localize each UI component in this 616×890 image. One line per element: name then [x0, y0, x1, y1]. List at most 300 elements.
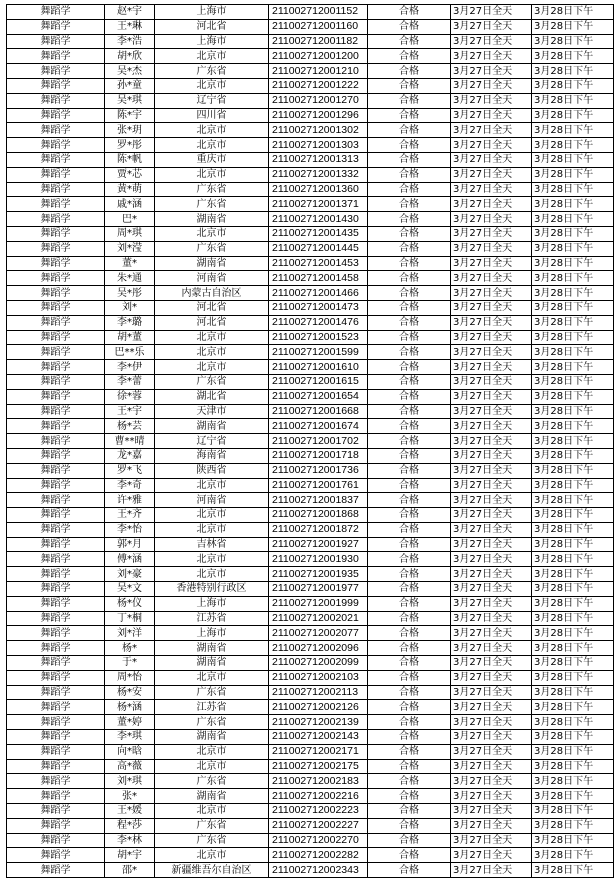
name-cell: 曹**晴: [105, 434, 155, 449]
result-cell: 合格: [368, 345, 451, 360]
candidate-id-cell: 211002712001303: [269, 138, 368, 153]
region-cell: 北京市: [155, 759, 269, 774]
exam-day2-cell: 3月28日下午: [532, 789, 614, 804]
table-row: [7, 715, 614, 730]
name-cell: 刘*豪: [105, 567, 155, 582]
major-cell: 舞蹈学: [7, 582, 105, 597]
exam-day2-cell: 3月28日下午: [532, 818, 614, 833]
exam-day1-cell: 3月27日全天: [451, 833, 532, 848]
exam-day2-cell: 3月28日下午: [532, 552, 614, 567]
major-cell: 舞蹈学: [7, 774, 105, 789]
name-cell: 刘*: [105, 300, 155, 315]
exam-day1-cell: 3月27日全天: [451, 700, 532, 715]
major-cell: 舞蹈学: [7, 759, 105, 774]
exam-day1-cell: 3月27日全天: [451, 419, 532, 434]
exam-day2-cell: 3月28日下午: [532, 5, 614, 20]
candidate-id-cell: 211002712001654: [269, 389, 368, 404]
table-row: [7, 685, 614, 700]
exam-day2-cell: 3月28日下午: [532, 64, 614, 79]
table-row: [7, 434, 614, 449]
exam-day1-cell: 3月27日全天: [451, 508, 532, 523]
results-table: [6, 4, 614, 878]
table-row: [7, 271, 614, 286]
major-cell: 舞蹈学: [7, 670, 105, 685]
name-cell: 王*琳: [105, 19, 155, 34]
exam-day1-cell: 3月27日全天: [451, 300, 532, 315]
name-cell: 巴*: [105, 212, 155, 227]
result-cell: 合格: [368, 404, 451, 419]
table-row: [7, 345, 614, 360]
result-cell: 合格: [368, 818, 451, 833]
table-row: [7, 730, 614, 745]
region-cell: 湖南省: [155, 730, 269, 745]
name-cell: 张*玥: [105, 123, 155, 138]
exam-day1-cell: 3月27日全天: [451, 226, 532, 241]
result-cell: 合格: [368, 315, 451, 330]
major-cell: 舞蹈学: [7, 848, 105, 863]
major-cell: 舞蹈学: [7, 241, 105, 256]
table-row: [7, 300, 614, 315]
major-cell: 舞蹈学: [7, 656, 105, 671]
result-cell: 合格: [368, 93, 451, 108]
major-cell: 舞蹈学: [7, 49, 105, 64]
results-table-body: [7, 5, 614, 878]
region-cell: 北京市: [155, 123, 269, 138]
candidate-id-cell: 211002712001371: [269, 197, 368, 212]
result-cell: 合格: [368, 804, 451, 819]
exam-day2-cell: 3月28日下午: [532, 389, 614, 404]
major-cell: 舞蹈学: [7, 789, 105, 804]
result-cell: 合格: [368, 552, 451, 567]
result-cell: 合格: [368, 286, 451, 301]
major-cell: 舞蹈学: [7, 93, 105, 108]
candidate-id-cell: 211002712001930: [269, 552, 368, 567]
region-cell: 广东省: [155, 685, 269, 700]
candidate-id-cell: 211002712002103: [269, 670, 368, 685]
result-cell: 合格: [368, 78, 451, 93]
table-row: [7, 759, 614, 774]
major-cell: 舞蹈学: [7, 360, 105, 375]
exam-day2-cell: 3月28日下午: [532, 759, 614, 774]
result-cell: 合格: [368, 167, 451, 182]
exam-day1-cell: 3月27日全天: [451, 434, 532, 449]
exam-day1-cell: 3月27日全天: [451, 848, 532, 863]
result-cell: 合格: [368, 34, 451, 49]
table-row: [7, 744, 614, 759]
name-cell: 张*: [105, 789, 155, 804]
table-row: [7, 596, 614, 611]
exam-day1-cell: 3月27日全天: [451, 34, 532, 49]
candidate-id-cell: 211002712001872: [269, 522, 368, 537]
exam-day1-cell: 3月27日全天: [451, 360, 532, 375]
result-cell: 合格: [368, 434, 451, 449]
region-cell: 江苏省: [155, 700, 269, 715]
region-cell: 湖南省: [155, 419, 269, 434]
result-cell: 合格: [368, 508, 451, 523]
table-row: [7, 419, 614, 434]
name-cell: 程*莎: [105, 818, 155, 833]
candidate-id-cell: 211002712002099: [269, 656, 368, 671]
exam-day1-cell: 3月27日全天: [451, 286, 532, 301]
table-row: [7, 197, 614, 212]
candidate-id-cell: 211002712002227: [269, 818, 368, 833]
candidate-id-cell: 211002712002175: [269, 759, 368, 774]
exam-day1-cell: 3月27日全天: [451, 241, 532, 256]
major-cell: 舞蹈学: [7, 626, 105, 641]
name-cell: 刘*琪: [105, 774, 155, 789]
result-cell: 合格: [368, 197, 451, 212]
candidate-id-cell: 211002712001718: [269, 448, 368, 463]
candidate-id-cell: 211002712001599: [269, 345, 368, 360]
major-cell: 舞蹈学: [7, 448, 105, 463]
exam-day2-cell: 3月28日下午: [532, 448, 614, 463]
table-row: [7, 330, 614, 345]
exam-day1-cell: 3月27日全天: [451, 256, 532, 271]
candidate-id-cell: 211002712002113: [269, 685, 368, 700]
major-cell: 舞蹈学: [7, 197, 105, 212]
region-cell: 内蒙古自治区: [155, 286, 269, 301]
exam-day2-cell: 3月28日下午: [532, 670, 614, 685]
result-cell: 合格: [368, 212, 451, 227]
exam-day2-cell: 3月28日下午: [532, 419, 614, 434]
exam-day2-cell: 3月28日下午: [532, 508, 614, 523]
exam-day2-cell: 3月28日下午: [532, 685, 614, 700]
exam-day1-cell: 3月27日全天: [451, 804, 532, 819]
exam-day2-cell: 3月28日下午: [532, 123, 614, 138]
candidate-id-cell: 211002712001270: [269, 93, 368, 108]
exam-day1-cell: 3月27日全天: [451, 271, 532, 286]
result-cell: 合格: [368, 448, 451, 463]
result-cell: 合格: [368, 256, 451, 271]
candidate-id-cell: 211002712001523: [269, 330, 368, 345]
region-cell: 陕西省: [155, 463, 269, 478]
exam-day2-cell: 3月28日下午: [532, 656, 614, 671]
result-cell: 合格: [368, 670, 451, 685]
exam-day1-cell: 3月27日全天: [451, 759, 532, 774]
result-cell: 合格: [368, 789, 451, 804]
name-cell: 郭*月: [105, 537, 155, 552]
result-cell: 合格: [368, 626, 451, 641]
result-cell: 合格: [368, 759, 451, 774]
major-cell: 舞蹈学: [7, 863, 105, 878]
table-row: [7, 167, 614, 182]
candidate-id-cell: 211002712001200: [269, 49, 368, 64]
region-cell: 广东省: [155, 818, 269, 833]
major-cell: 舞蹈学: [7, 34, 105, 49]
exam-day2-cell: 3月28日下午: [532, 848, 614, 863]
name-cell: 吴*杰: [105, 64, 155, 79]
region-cell: 河南省: [155, 493, 269, 508]
exam-day1-cell: 3月27日全天: [451, 93, 532, 108]
table-row: [7, 374, 614, 389]
candidate-id-cell: 211002712001360: [269, 182, 368, 197]
exam-day2-cell: 3月28日下午: [532, 493, 614, 508]
candidate-id-cell: 211002712002343: [269, 863, 368, 878]
name-cell: 胡*欣: [105, 49, 155, 64]
table-row: [7, 152, 614, 167]
exam-day2-cell: 3月28日下午: [532, 49, 614, 64]
table-row: [7, 182, 614, 197]
region-cell: 广东省: [155, 182, 269, 197]
result-cell: 合格: [368, 64, 451, 79]
exam-day1-cell: 3月27日全天: [451, 656, 532, 671]
name-cell: 王*齐: [105, 508, 155, 523]
candidate-id-cell: 211002712002171: [269, 744, 368, 759]
table-row: [7, 315, 614, 330]
exam-day2-cell: 3月28日下午: [532, 241, 614, 256]
region-cell: 上海市: [155, 626, 269, 641]
region-cell: 广东省: [155, 374, 269, 389]
exam-day2-cell: 3月28日下午: [532, 537, 614, 552]
name-cell: 李*林: [105, 833, 155, 848]
exam-day1-cell: 3月27日全天: [451, 670, 532, 685]
candidate-id-cell: 211002712001313: [269, 152, 368, 167]
exam-day2-cell: 3月28日下午: [532, 833, 614, 848]
result-cell: 合格: [368, 596, 451, 611]
region-cell: 北京市: [155, 330, 269, 345]
name-cell: 龙*嘉: [105, 448, 155, 463]
region-cell: 上海市: [155, 5, 269, 20]
region-cell: 北京市: [155, 78, 269, 93]
candidate-id-cell: 211002712002126: [269, 700, 368, 715]
name-cell: 李*璐: [105, 315, 155, 330]
exam-day2-cell: 3月28日下午: [532, 152, 614, 167]
major-cell: 舞蹈学: [7, 419, 105, 434]
exam-day2-cell: 3月28日下午: [532, 374, 614, 389]
result-cell: 合格: [368, 730, 451, 745]
result-cell: 合格: [368, 49, 451, 64]
exam-day2-cell: 3月28日下午: [532, 715, 614, 730]
exam-day1-cell: 3月27日全天: [451, 182, 532, 197]
result-cell: 合格: [368, 715, 451, 730]
exam-day2-cell: 3月28日下午: [532, 167, 614, 182]
major-cell: 舞蹈学: [7, 212, 105, 227]
exam-day1-cell: 3月27日全天: [451, 108, 532, 123]
candidate-id-cell: 211002712002021: [269, 611, 368, 626]
region-cell: 香港特别行政区: [155, 582, 269, 597]
candidate-id-cell: 211002712002096: [269, 641, 368, 656]
major-cell: 舞蹈学: [7, 463, 105, 478]
result-cell: 合格: [368, 848, 451, 863]
exam-day2-cell: 3月28日下午: [532, 138, 614, 153]
table-row: [7, 448, 614, 463]
exam-day1-cell: 3月27日全天: [451, 818, 532, 833]
exam-day2-cell: 3月28日下午: [532, 182, 614, 197]
table-row: [7, 389, 614, 404]
candidate-id-cell: 211002712001445: [269, 241, 368, 256]
major-cell: 舞蹈学: [7, 123, 105, 138]
exam-day1-cell: 3月27日全天: [451, 330, 532, 345]
name-cell: 胡*董: [105, 330, 155, 345]
table-row: [7, 123, 614, 138]
result-cell: 合格: [368, 182, 451, 197]
candidate-id-cell: 211002712001152: [269, 5, 368, 20]
table-row: [7, 256, 614, 271]
name-cell: 吴*彤: [105, 286, 155, 301]
region-cell: 北京市: [155, 345, 269, 360]
exam-day2-cell: 3月28日下午: [532, 774, 614, 789]
major-cell: 舞蹈学: [7, 804, 105, 819]
result-cell: 合格: [368, 582, 451, 597]
name-cell: 罗*飞: [105, 463, 155, 478]
name-cell: 向*晗: [105, 744, 155, 759]
exam-day1-cell: 3月27日全天: [451, 212, 532, 227]
region-cell: 北京市: [155, 670, 269, 685]
region-cell: 湖南省: [155, 789, 269, 804]
candidate-id-cell: 211002712002077: [269, 626, 368, 641]
exam-day2-cell: 3月28日下午: [532, 641, 614, 656]
exam-day1-cell: 3月27日全天: [451, 522, 532, 537]
major-cell: 舞蹈学: [7, 744, 105, 759]
result-cell: 合格: [368, 226, 451, 241]
name-cell: 李*琪: [105, 730, 155, 745]
major-cell: 舞蹈学: [7, 611, 105, 626]
candidate-id-cell: 211002712001761: [269, 478, 368, 493]
name-cell: 李*怡: [105, 522, 155, 537]
candidate-id-cell: 211002712001182: [269, 34, 368, 49]
name-cell: 徐*蓉: [105, 389, 155, 404]
exam-day1-cell: 3月27日全天: [451, 863, 532, 878]
region-cell: 上海市: [155, 596, 269, 611]
exam-day1-cell: 3月27日全天: [451, 596, 532, 611]
region-cell: 新疆维吾尔自治区: [155, 863, 269, 878]
exam-day1-cell: 3月27日全天: [451, 315, 532, 330]
result-cell: 合格: [368, 271, 451, 286]
exam-day1-cell: 3月27日全天: [451, 78, 532, 93]
exam-day2-cell: 3月28日下午: [532, 478, 614, 493]
exam-day1-cell: 3月27日全天: [451, 167, 532, 182]
exam-day2-cell: 3月28日下午: [532, 93, 614, 108]
region-cell: 北京市: [155, 522, 269, 537]
table-row: [7, 226, 614, 241]
result-cell: 合格: [368, 863, 451, 878]
major-cell: 舞蹈学: [7, 537, 105, 552]
table-row: [7, 360, 614, 375]
table-row: [7, 404, 614, 419]
candidate-id-cell: 211002712002223: [269, 804, 368, 819]
name-cell: 李*奇: [105, 478, 155, 493]
region-cell: 河北省: [155, 19, 269, 34]
exam-day1-cell: 3月27日全天: [451, 478, 532, 493]
table-row: [7, 700, 614, 715]
region-cell: 北京市: [155, 226, 269, 241]
exam-day2-cell: 3月28日下午: [532, 286, 614, 301]
table-row: [7, 463, 614, 478]
exam-day1-cell: 3月27日全天: [451, 123, 532, 138]
region-cell: 北京市: [155, 804, 269, 819]
major-cell: 舞蹈学: [7, 64, 105, 79]
name-cell: 刘*滢: [105, 241, 155, 256]
region-cell: 广东省: [155, 833, 269, 848]
name-cell: 贾*芯: [105, 167, 155, 182]
exam-day2-cell: 3月28日下午: [532, 404, 614, 419]
table-row: [7, 818, 614, 833]
major-cell: 舞蹈学: [7, 300, 105, 315]
major-cell: 舞蹈学: [7, 641, 105, 656]
result-cell: 合格: [368, 641, 451, 656]
exam-day2-cell: 3月28日下午: [532, 300, 614, 315]
exam-day2-cell: 3月28日下午: [532, 522, 614, 537]
major-cell: 舞蹈学: [7, 256, 105, 271]
table-row: [7, 286, 614, 301]
exam-day2-cell: 3月28日下午: [532, 345, 614, 360]
candidate-id-cell: 211002712001160: [269, 19, 368, 34]
name-cell: 陈*帆: [105, 152, 155, 167]
major-cell: 舞蹈学: [7, 19, 105, 34]
region-cell: 北京市: [155, 138, 269, 153]
exam-day2-cell: 3月28日下午: [532, 744, 614, 759]
table-row: [7, 833, 614, 848]
name-cell: 李*浩: [105, 34, 155, 49]
name-cell: 周*琪: [105, 226, 155, 241]
major-cell: 舞蹈学: [7, 685, 105, 700]
region-cell: 湖北省: [155, 389, 269, 404]
candidate-id-cell: 211002712002282: [269, 848, 368, 863]
name-cell: 杨*安: [105, 685, 155, 700]
result-cell: 合格: [368, 5, 451, 20]
exam-day1-cell: 3月27日全天: [451, 626, 532, 641]
name-cell: 李*伊: [105, 360, 155, 375]
name-cell: 刘*洋: [105, 626, 155, 641]
candidate-id-cell: 211002712001476: [269, 315, 368, 330]
name-cell: 赵*宇: [105, 5, 155, 20]
exam-day2-cell: 3月28日下午: [532, 256, 614, 271]
region-cell: 北京市: [155, 360, 269, 375]
table-row: [7, 64, 614, 79]
exam-day2-cell: 3月28日下午: [532, 582, 614, 597]
result-cell: 合格: [368, 241, 451, 256]
exam-day2-cell: 3月28日下午: [532, 226, 614, 241]
region-cell: 北京市: [155, 49, 269, 64]
result-cell: 合格: [368, 389, 451, 404]
exam-day1-cell: 3月27日全天: [451, 5, 532, 20]
candidate-id-cell: 211002712002183: [269, 774, 368, 789]
name-cell: 董*: [105, 256, 155, 271]
table-row: [7, 212, 614, 227]
region-cell: 北京市: [155, 552, 269, 567]
exam-day2-cell: 3月28日下午: [532, 78, 614, 93]
exam-day1-cell: 3月27日全天: [451, 567, 532, 582]
table-row: [7, 567, 614, 582]
candidate-id-cell: 211002712001674: [269, 419, 368, 434]
name-cell: 丁*桐: [105, 611, 155, 626]
major-cell: 舞蹈学: [7, 182, 105, 197]
result-cell: 合格: [368, 774, 451, 789]
exam-day1-cell: 3月27日全天: [451, 552, 532, 567]
name-cell: 吴*琪: [105, 93, 155, 108]
result-cell: 合格: [368, 522, 451, 537]
result-cell: 合格: [368, 463, 451, 478]
name-cell: 王*宇: [105, 404, 155, 419]
candidate-id-cell: 211002712001615: [269, 374, 368, 389]
exam-day1-cell: 3月27日全天: [451, 138, 532, 153]
exam-day1-cell: 3月27日全天: [451, 448, 532, 463]
table-row: [7, 93, 614, 108]
region-cell: 湖南省: [155, 256, 269, 271]
major-cell: 舞蹈学: [7, 552, 105, 567]
table-row: [7, 241, 614, 256]
name-cell: 陈*宇: [105, 108, 155, 123]
major-cell: 舞蹈学: [7, 567, 105, 582]
result-cell: 合格: [368, 360, 451, 375]
exam-day2-cell: 3月28日下午: [532, 863, 614, 878]
table-row: [7, 670, 614, 685]
name-cell: 罗*彤: [105, 138, 155, 153]
result-cell: 合格: [368, 300, 451, 315]
exam-day1-cell: 3月27日全天: [451, 345, 532, 360]
table-row: [7, 537, 614, 552]
major-cell: 舞蹈学: [7, 508, 105, 523]
